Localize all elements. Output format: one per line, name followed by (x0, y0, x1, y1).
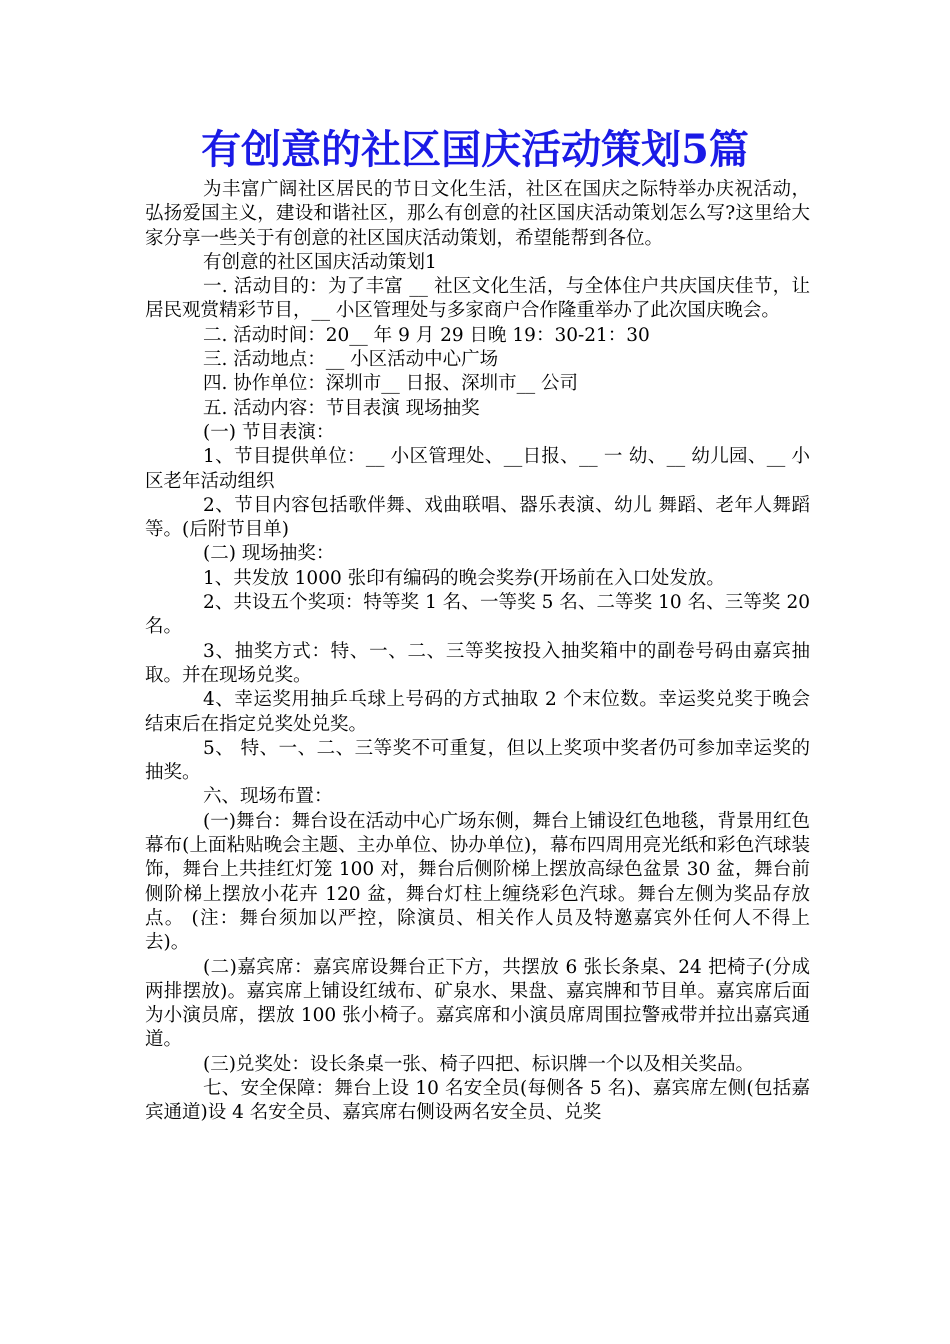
paragraph-partners: 四. 协作单位：深圳市__ 日报、深圳市__ 公司 (203, 373, 579, 395)
paragraph-lottery-method: 3、抽奖方式：特、一、二、三等奖按投入抽奖箱中的副卷号码由嘉宾抽取。并在现场兑奖。 (145, 640, 810, 686)
paragraph-security: 七、安全保障：舞台上设 10 名安全员(每侧各 5 名)、嘉宾席左侧(包括嘉宾通道)设 4 名安全员、嘉宾席右侧设两名安全员、兑奖 (145, 1077, 810, 1124)
paragraph-lottery-tickets: 1、共发放 1000 张印有编码的晚会奖券(开场前在入口处发放。 (203, 567, 725, 589)
paragraph-performance-content: 2、节目内容包括歌伴舞、戏曲联唱、器乐表演、幼儿 舞蹈、老年人舞蹈等。(后附节目单) (145, 494, 810, 541)
subheading-venue-setup: 六、现场布置： (203, 786, 333, 808)
intro-paragraph: 为丰富广阔社区居民的节日文化生活，社区在国庆之际特举办庆祝活动，弘扬爱国主义，建设和谐社区，那么有创意的社区国庆活动策划怎么写?这里给大家分享一些关于有创意的社区国庆活动策划，希望能帮到各位。 (145, 179, 810, 249)
paragraph-stage: (一)舞台：舞台设在活动中心广场东侧，舞台上铺设红色地毯，背景用红色幕布(上面粘贴晚会主题、主办单位、协办单位)，幕布四周用亮光纸和彩色汽球装饰，舞台上共挂红灯笼 100 对，舞台后侧阶梯上摆放高绿色盆景 30 盆，舞台前侧阶梯上摆放小花卉 120 盆，舞台灯柱上缠绕彩色汽球。舞台左侧为奖品存放点。 (注：舞台须加以严控，除演员、相关作人员及特邀嘉宾外任何人不得上去)。 (145, 810, 810, 954)
paragraph-time: 二. 活动时间：20__ 年 9 月 29 日晚 19：30-21：30 (203, 324, 650, 346)
paragraph-prize-rules: 5、 特、一、二、三等奖不可重复，但以上奖项中奖者仍可参加幸运奖的抽奖。 (145, 737, 810, 784)
paragraph-prize-desk: (三)兑奖处：设长条桌一张、椅子四把、标识牌一个以及相关奖品。 (203, 1053, 754, 1075)
paragraph-purpose: 一. 活动目的：为了丰富 __ 社区文化生活，与全体住户共庆国庆佳节，让居民观赏精彩节目，__ 小区管理处与多家商户合作隆重举办了此次国庆晚会。 (145, 276, 810, 322)
subheading-performances: (一) 节目表演： (203, 421, 335, 443)
subheading-lottery: (二) 现场抽奖： (203, 543, 335, 565)
paragraph-guest-seating: (二)嘉宾席：嘉宾席设舞台正下方，共摆放 6 张长条桌、24 把椅子(分成两排摆放)。嘉宾席上铺设红绒布、矿泉水、果盘、嘉宾牌和节目单。嘉宾席后面为小演员席，摆放 100 张小椅子。嘉宾席和小演员席周围拉警戒带并拉出嘉宾通道。 (145, 956, 810, 1051)
document-body (145, 178, 810, 1126)
paragraph-content: 五. 活动内容：节目表演 现场抽奖 (203, 397, 480, 419)
document-title: 有创意的社区国庆活动策划5篇 (201, 126, 749, 173)
section-heading-plan-1: 有创意的社区国庆活动策划1 (203, 251, 437, 273)
paragraph-location: 三. 活动地点：__ 小区活动中心广场 (203, 349, 499, 371)
paragraph-lucky-prize: 4、幸运奖用抽乒乓球上号码的方式抽取 2 个末位数。幸运奖兑奖于晚会结束后在指定兑奖处兑奖。 (145, 689, 810, 735)
paragraph-performance-providers: 1、节目提供单位：__ 小区管理处、__日报、__ 一 幼、__ 幼儿园、__ 小区老年活动组织 (145, 446, 810, 492)
paragraph-lottery-prizes: 2、共设五个奖项：特等奖 1 名、一等奖 5 名、二等奖 10 名、三等奖 20 名。 (145, 592, 810, 638)
